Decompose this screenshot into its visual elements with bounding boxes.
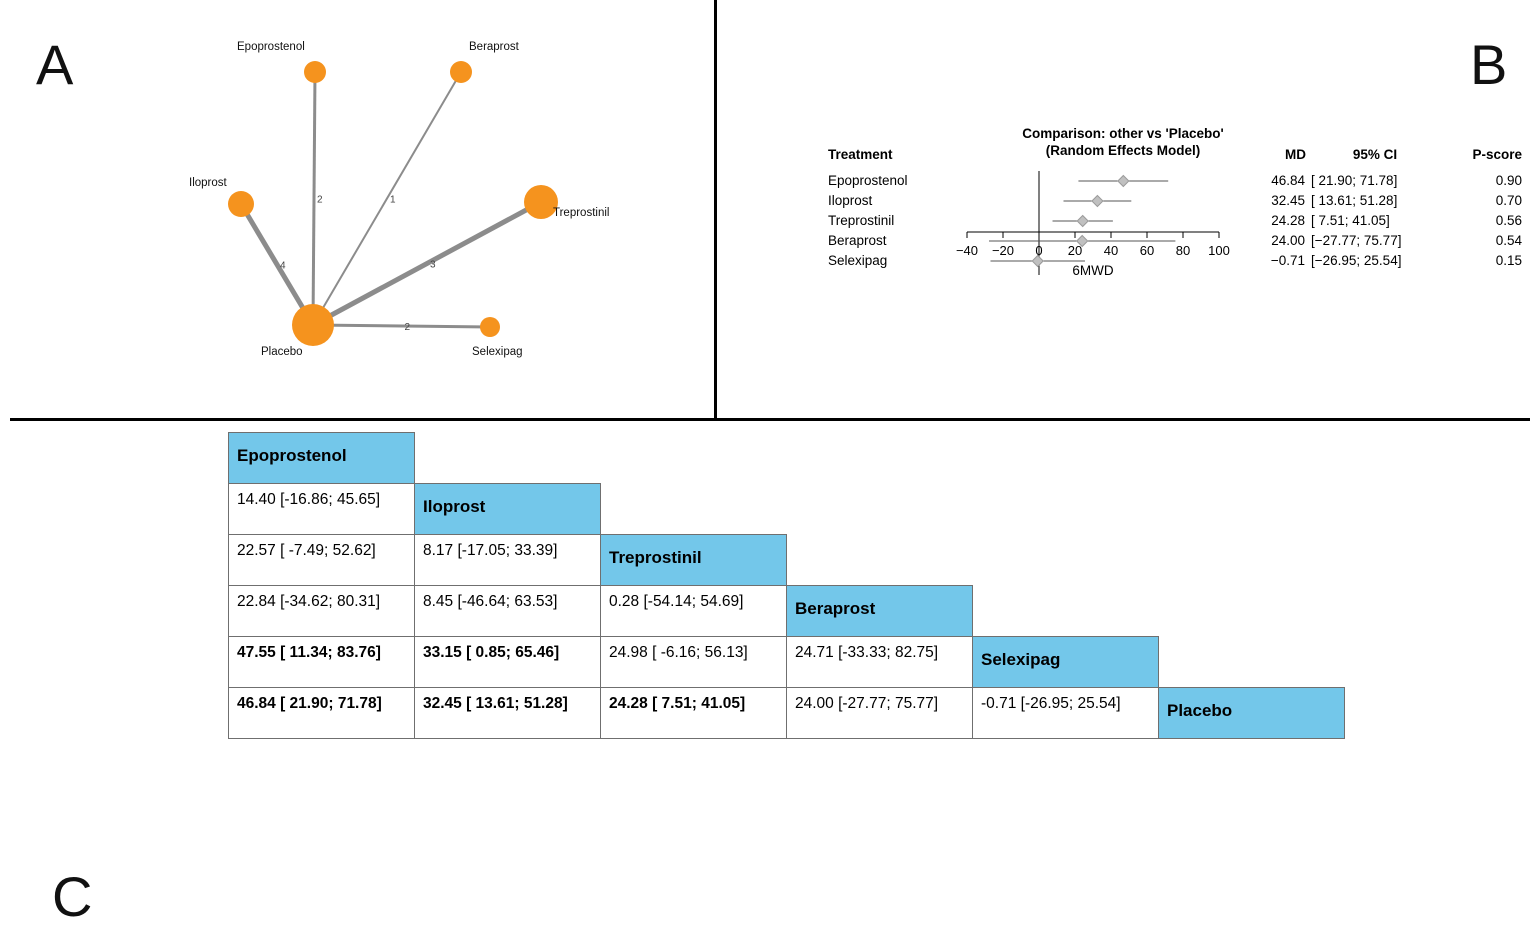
forest-axis-tick-label: 60	[1139, 243, 1155, 258]
forest-title-line1: Comparison: other vs 'Placebo'	[1022, 126, 1224, 141]
network-graph	[0, 0, 714, 418]
league-cell: 24.00 [-27.77; 75.77]	[787, 688, 973, 739]
table-row	[229, 637, 1345, 688]
league-empty-cell	[973, 433, 1159, 484]
forest-title-line2: (Random Effects Model)	[1045, 143, 1201, 158]
league-cell: 8.17 [-17.05; 33.39]	[415, 535, 601, 586]
network-node-label: Beraprost	[469, 41, 519, 53]
network-node-label: Placebo	[261, 346, 303, 358]
league-empty-cell	[1159, 586, 1345, 637]
network-edge-label: 1	[390, 194, 396, 206]
table-row	[229, 688, 1345, 739]
league-cell: 8.45 [-46.64; 63.53]	[415, 586, 601, 637]
league-empty-cell	[973, 535, 1159, 586]
league-significant-cell: 47.55 [ 11.34; 83.76]	[229, 637, 415, 688]
forest-row-pscore: 0.56	[1495, 213, 1522, 228]
network-edge	[241, 204, 313, 325]
network-edge	[313, 72, 315, 325]
network-edge-label: 3	[430, 259, 436, 271]
forest-x-axis-label: 6MWD	[1072, 263, 1114, 278]
panel-b-letter: B	[1470, 33, 1508, 96]
forest-row-treatment: Selexipag	[828, 253, 888, 268]
network-edge	[313, 325, 490, 327]
league-significant-cell: 24.28 [ 7.51; 41.05]	[601, 688, 787, 739]
forest-row-ci: [−26.95; 25.54]	[1311, 253, 1402, 268]
league-cell: -0.71 [-26.95; 25.54]	[973, 688, 1159, 739]
forest-axis-tick-label: −40	[955, 243, 979, 258]
forest-axis-tick-label: 40	[1103, 243, 1119, 258]
league-diagonal-cell: Epoprostenol	[229, 433, 415, 484]
league-diagonal-cell: Placebo	[1159, 688, 1345, 739]
network-node-label: Epoprostenol	[237, 41, 305, 53]
forest-row-pscore: 0.70	[1495, 193, 1522, 208]
forest-row-pscore: 0.54	[1495, 233, 1522, 248]
league-cell: 22.57 [ -7.49; 52.62]	[229, 535, 415, 586]
league-empty-cell	[1159, 637, 1345, 688]
league-empty-cell	[973, 484, 1159, 535]
league-significant-cell: 46.84 [ 21.90; 71.78]	[229, 688, 415, 739]
network-node-label: Iloprost	[189, 177, 227, 189]
forest-row-ci: [ 21.90; 71.78]	[1311, 173, 1398, 188]
forest-row-treatment: Beraprost	[828, 233, 887, 248]
forest-row-treatment: Iloprost	[828, 193, 873, 208]
league-empty-cell	[1159, 433, 1345, 484]
league-empty-cell	[1159, 535, 1345, 586]
league-empty-cell	[787, 535, 973, 586]
panel-a-letter: A	[36, 33, 74, 96]
forest-row-md: 46.84	[1271, 173, 1305, 188]
forest-row-md: 24.00	[1271, 233, 1305, 248]
panel-a-network	[0, 0, 714, 418]
network-edge-label: 4	[280, 260, 286, 272]
forest-axis-tick-label: 80	[1175, 243, 1191, 258]
table-row	[229, 586, 1345, 637]
forest-axis-tick-label: 20	[1067, 243, 1083, 258]
league-diagonal-cell: Beraprost	[787, 586, 973, 637]
league-empty-cell	[601, 433, 787, 484]
network-node	[228, 191, 254, 217]
forest-title	[958, 125, 1288, 159]
forest-row	[828, 211, 1528, 231]
panel-divider-horizontal	[10, 418, 1530, 421]
league-diagonal-cell: Iloprost	[415, 484, 601, 535]
forest-col-pscore: P-score	[1472, 147, 1522, 162]
forest-row-md: 24.28	[1271, 213, 1305, 228]
league-empty-cell	[1159, 484, 1345, 535]
league-diagonal-cell: Treprostinil	[601, 535, 787, 586]
league-cell: 0.28 [-54.14; 54.69]	[601, 586, 787, 637]
forest-row-md: 32.45	[1271, 193, 1305, 208]
forest-row-treatment: Treprostinil	[828, 213, 895, 228]
forest-col-treatment: Treatment	[828, 147, 893, 162]
forest-axis-tick-label: 100	[1208, 243, 1230, 258]
forest-row-treatment: Epoprostenol	[828, 173, 908, 188]
table-row	[229, 535, 1345, 586]
league-diagonal-cell: Selexipag	[973, 637, 1159, 688]
league-empty-cell	[415, 433, 601, 484]
panel-c-league-table	[0, 424, 1535, 928]
forest-row-ci: [ 7.51; 41.05]	[1311, 213, 1390, 228]
network-edge-label: 2	[404, 322, 411, 333]
forest-col-md: MD	[1285, 147, 1306, 162]
forest-row-ci: [−27.77; 75.77]	[1311, 233, 1402, 248]
forest-axis-tick-label: 0	[1035, 243, 1043, 258]
league-significant-cell: 33.15 [ 0.85; 65.46]	[415, 637, 601, 688]
panel-c-letter: C	[52, 865, 93, 928]
forest-axis-svg	[958, 229, 1258, 243]
network-node	[292, 304, 334, 346]
league-empty-cell	[601, 484, 787, 535]
forest-plot	[828, 125, 1528, 278]
league-empty-cell	[787, 484, 973, 535]
league-cell: 24.98 [ -6.16; 56.13]	[601, 637, 787, 688]
forest-row-ci: [ 13.61; 51.28]	[1311, 193, 1398, 208]
forest-row	[828, 191, 1528, 211]
network-node	[450, 61, 472, 83]
network-node	[480, 317, 500, 337]
network-node-label: Treprostinil	[553, 207, 610, 219]
league-significant-cell: 32.45 [ 13.61; 51.28]	[415, 688, 601, 739]
panel-divider-vertical	[714, 0, 717, 420]
league-cell: 14.40 [-16.86; 45.65]	[229, 484, 415, 535]
panel-b-forest	[718, 0, 1535, 418]
league-table	[228, 432, 1345, 739]
forest-header	[828, 125, 1528, 167]
forest-row-pscore: 0.15	[1495, 253, 1522, 268]
table-row	[229, 484, 1345, 535]
league-empty-cell	[787, 433, 973, 484]
forest-row-pscore: 0.90	[1495, 173, 1522, 188]
network-node	[304, 61, 326, 83]
forest-row-md: −0.71	[1270, 253, 1305, 268]
forest-col-ci: 95% CI	[1352, 147, 1398, 162]
table-row	[229, 433, 1345, 484]
league-cell: 22.84 [-34.62; 80.31]	[229, 586, 415, 637]
league-cell: 24.71 [-33.33; 82.75]	[787, 637, 973, 688]
forest-row	[828, 171, 1528, 191]
league-empty-cell	[973, 586, 1159, 637]
network-node-label: Selexipag	[472, 346, 523, 358]
network-edge	[313, 202, 541, 325]
network-edge-label: 2	[317, 194, 323, 206]
forest-axis-tick-label: −20	[991, 243, 1015, 258]
